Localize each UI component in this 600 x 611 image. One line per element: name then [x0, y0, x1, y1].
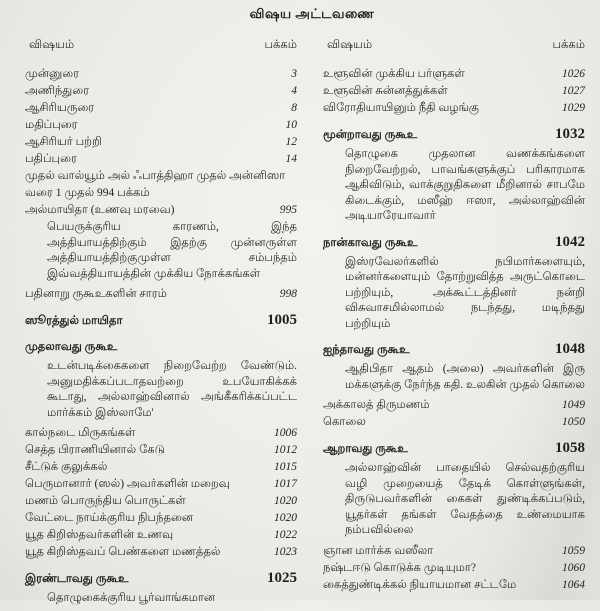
entry-page-number: 12: [285, 136, 297, 148]
toc-entry: [323, 83, 585, 100]
entry-label: கொலை: [323, 416, 366, 428]
column-header-page: பக்கம்: [264, 39, 297, 51]
entry-label: கைத்துண்டிக்கல் நியாயமான சட்டமே: [323, 578, 517, 591]
toc-description: இஸ்ரவேலர்களில் நபிமார்களையும், மன்னர்களையும் தோற்றுவித்த அருட்கொடை பற்றியும், அக்கூட்டத்தினர் நன்றி விசுவாசமில்லாமல் நடந்தது, மடிந்தது பற்றியும்: [345, 255, 585, 330]
column-header-page: பக்கம்: [552, 39, 585, 51]
entry-label: மதிப்புரை: [25, 119, 78, 131]
entry-label: அல்மாயிதா (உணவு மரவை): [25, 204, 175, 216]
entry-label: முன்னுரை: [25, 68, 80, 80]
toc-description: ஆதிபிதா ஆதம் (அலை) அவர்களின் இரு மக்களுக்கு நேர்ந்த கதி. உலகின் முதல் கொலை: [345, 363, 585, 391]
entry-label: அணிந்துரை: [25, 85, 90, 97]
entry-page-number: 1015: [274, 461, 297, 473]
toc-entry: [323, 560, 585, 577]
toc-entries-right: [323, 66, 585, 594]
toc-columns: [25, 39, 585, 611]
entry-label: நான்காவது ருகூஉ: [323, 236, 418, 249]
column-header-left: [29, 39, 297, 53]
toc-entry: [323, 100, 585, 117]
toc-section-heading: [25, 570, 297, 588]
entry-page-number: 1050: [562, 416, 585, 428]
entry-label: செத்த பிராணியினால் கேடு: [25, 444, 165, 456]
toc-entry: [25, 202, 297, 219]
toc-entry: [25, 544, 297, 561]
toc-entry: [323, 397, 585, 414]
entry-page-number: 1025: [267, 570, 297, 586]
entry-page-number: 995: [279, 204, 297, 216]
toc-entry: [25, 134, 297, 151]
toc-section-heading: [25, 339, 297, 356]
toc-entry: [25, 151, 297, 168]
entry-page-number: 1020: [274, 512, 297, 524]
entry-label: ஆசிரியருரை: [25, 102, 95, 114]
entry-label: வேட்டை நாய்க்குரிய நிபந்தனை: [25, 512, 193, 524]
entry-page-number: 1058: [555, 440, 585, 456]
entry-page-number: 1020: [274, 495, 297, 507]
entry-label: அக்காலத் திருமணம்: [323, 399, 430, 411]
entry-label: பதிப்புரை: [25, 153, 77, 165]
toc-description: அல்லாஹ்வின் பாதையில் செல்வதற்குரிய வழி முறையைத் தேடிக் கொள்ளுங்கள், திருடுபவர்களின் கைகள் துண்டிக்கப்படும், யூதர்கள் தங்கள் வேதத்தை உண்மையாக நம்பவில்லை: [345, 462, 585, 536]
toc-entry: [25, 83, 297, 100]
toc-description: தொழுகை முதலான வணக்கங்களை நிறைவேற்றல், பாவங்களுக்குப் பரிகாரமாக ஆகிவிடும், வாக்குறுதிகளை மீறினால் சாபமே கிடைக்கும், மஸீஹ் ஈஸா, அல்லாஹ்வின் அடியாரேயாவார்: [345, 148, 585, 222]
entry-page-number: 1064: [562, 578, 585, 591]
entry-page-number: 1049: [562, 399, 585, 411]
toc-entry: [25, 66, 297, 83]
entry-label: மூன்றாவது ருகூஉ: [323, 129, 418, 141]
entry-label: ஆசிரியர் பற்றி: [25, 136, 102, 148]
entry-label: நஷ்டஈடு கொடுக்க முடியுமா?: [323, 561, 476, 574]
entry-label: மணம் பொருந்திய பொருட்கள்: [25, 495, 186, 507]
toc-section-heading: [323, 341, 585, 359]
toc-entry: [25, 459, 297, 476]
entry-page-number: 1060: [562, 561, 585, 574]
entry-label: கால்நடை மிருகங்கள்: [25, 427, 136, 439]
entry-page-number: 1022: [274, 529, 297, 541]
entry-page-number: 1027: [562, 85, 585, 97]
toc-entry: [25, 100, 297, 117]
toc-entry: [25, 442, 297, 459]
entry-label: உளூவின் சுன்னத்துக்கள்: [323, 85, 448, 97]
column-header-subject: விஷயம்: [327, 39, 373, 51]
entry-page-number: 1006: [274, 427, 297, 439]
toc-section-heading: [323, 234, 585, 252]
toc-entry: [25, 117, 297, 134]
toc-spanning-entry: முதல் வால்யூம் அல் ஃபாத்திஹா முதல் அன்னிஸா வரை 1 முதல் 994 பக்கம்: [25, 170, 286, 199]
entry-label: பெருமானார் (ஸல்) அவர்களின் மறைவு: [25, 478, 230, 490]
toc-entry: [25, 493, 297, 510]
toc-column-left: [25, 39, 297, 611]
entry-page-number: 998: [279, 288, 297, 300]
entry-page-number: 14: [285, 153, 297, 165]
toc-entry: [25, 476, 297, 493]
toc-entries-left: [25, 66, 297, 607]
entry-label: விரோதியாயினும் நீதி வழங்கு: [323, 102, 479, 114]
page-title: விஷய அட்டவணை: [249, 6, 375, 21]
entry-label: ஆறாவது ருகூஉ: [323, 443, 408, 455]
entry-label: பதினாறு ருகூஉகளின் சாரம்: [25, 288, 167, 300]
entry-page-number: 1032: [555, 126, 585, 142]
entry-label: யூத கிறிஸ்தவர்களின் உணவு: [25, 529, 174, 541]
entry-page-number: 1029: [562, 102, 585, 114]
entry-page-number: 1048: [555, 341, 585, 357]
entry-label: ஸூரத்துல் மாயிதா: [25, 315, 123, 327]
toc-description: தொழுகைக்குரிய பூர்வாங்கமான: [47, 592, 216, 604]
entry-label: ஞான மார்க்க வஸீலா: [323, 544, 434, 557]
column-header-right: [327, 39, 585, 53]
entry-label: உளூவின் முக்கிய பர்ளுகள்: [323, 68, 465, 80]
entry-page-number: 1042: [555, 233, 585, 250]
entry-page-number: 1005: [267, 312, 297, 328]
toc-entry: [25, 286, 297, 303]
toc-entry: [323, 577, 585, 594]
entry-page-number: 4: [291, 85, 297, 97]
entry-page-number: 1023: [274, 546, 297, 558]
toc-description: பெயருக்குரிய காரணம், இந்த அத்தியாயத்திற்கும் இதற்கு முன்னருள்ள அத்தியாயத்திற்குமுள்ள சம்பந்தம் இவ்வத்தியாயத்தின் முக்கிய நோக்கங்கள்: [47, 221, 297, 280]
entry-page-number: 10: [285, 119, 297, 131]
toc-entry: [25, 425, 297, 442]
entry-label: முதலாவது ருகூஉ: [25, 341, 118, 353]
toc-entry: [323, 66, 585, 83]
toc-section-heading: [323, 440, 585, 458]
toc-section-heading: [323, 126, 585, 144]
toc-column-right: [323, 39, 585, 594]
entry-label: யூத கிறிஸ்தவப் பெண்களை மணத்தல்: [25, 546, 221, 558]
entry-label: சீட்டுக் குலுக்கல்: [25, 461, 108, 473]
entry-label: இரண்டாவது ருகூஉ: [25, 573, 129, 585]
entry-page-number: 3: [291, 68, 297, 80]
entry-label: ஐந்தாவது ருகூஉ: [323, 344, 410, 356]
toc-entry: [323, 543, 585, 560]
toc-entry: [323, 414, 585, 431]
toc-entry: [25, 527, 297, 544]
toc-description: உடன்படிக்கைகளை நிறைவேற்ற வேண்டும். அனுமதிக்கப்படாதவற்றை உபயோகிக்கக் கூடாது, அல்லாஹ்வினால் அங்கீகரிக்கப்பட்ட மார்க்கம் இஸ்லாமே': [47, 360, 297, 419]
entry-page-number: 1012: [274, 444, 297, 456]
entry-page-number: 8: [291, 102, 297, 114]
toc-entry: [25, 510, 297, 527]
entry-page-number: 1026: [562, 68, 585, 80]
entry-page-number: 1059: [562, 544, 585, 557]
column-header-subject: விஷயம்: [29, 39, 75, 51]
entry-page-number: 1017: [274, 478, 297, 490]
toc-section-heading: [25, 312, 297, 330]
